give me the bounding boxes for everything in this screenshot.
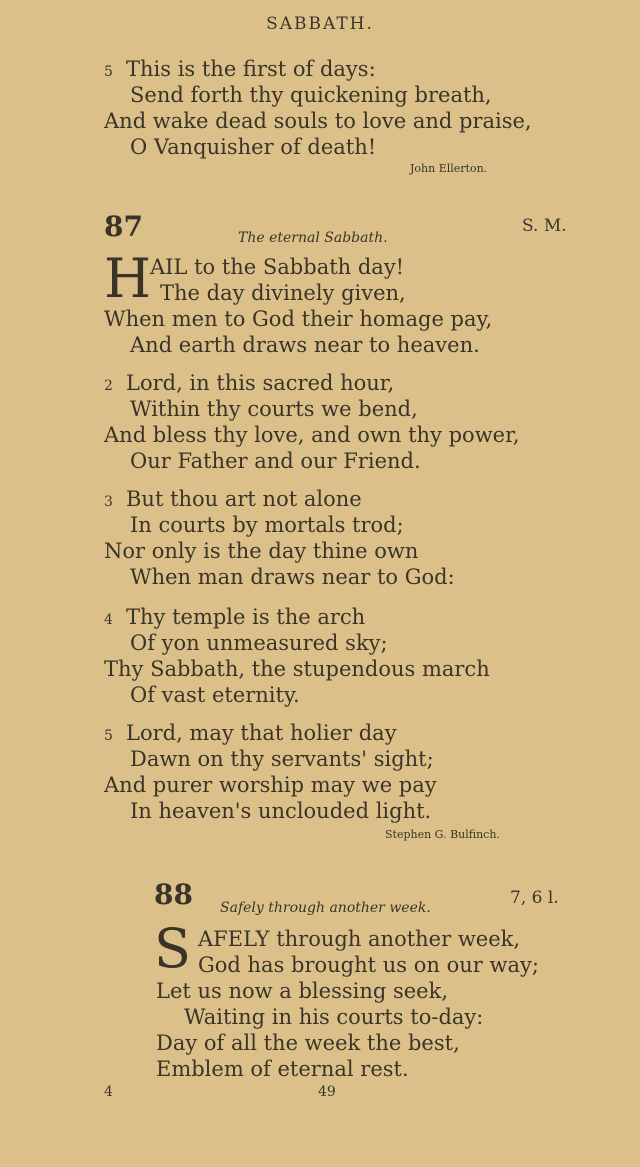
stanza-line: 5 Lord, may that holier day — [104, 720, 397, 749]
stanza-number: 2 — [104, 378, 113, 394]
stanza-line: Our Father and our Friend. — [130, 449, 421, 473]
author-attribution: Stephen G. Bulfinch. — [385, 828, 500, 841]
hymn-meter: S. M. — [522, 216, 567, 236]
stanza-line: 5 This is the first of days: — [104, 56, 376, 85]
stanza-line: Day of all the week the best, — [156, 1031, 460, 1055]
stanza-line: Dawn on thy servants' sight; — [130, 747, 434, 771]
hymn-title: Safely through another week. — [220, 900, 431, 916]
drop-cap: H — [104, 247, 152, 310]
hymn-title: The eternal Sabbath. — [238, 230, 388, 246]
stanza-line: Let us now a blessing seek, — [156, 979, 449, 1003]
signature-mark: 4 — [104, 1084, 113, 1100]
stanza-line: Send forth thy quickening breath, — [130, 83, 492, 107]
hymn-number: 88 — [154, 878, 193, 911]
stanza-number: 4 — [104, 612, 113, 628]
stanza-line: O Vanquisher of death! — [130, 135, 377, 159]
stanza-line: God has brought us on our way; — [198, 953, 539, 977]
stanza-line: Waiting in his courts to-day: — [184, 1005, 484, 1029]
stanza-line: And earth draws near to heaven. — [130, 333, 480, 357]
stanza-line: In courts by mortals trod; — [130, 513, 404, 537]
stanza-line: Emblem of eternal rest. — [156, 1057, 409, 1081]
stanza-line: Nor only is the day thine own — [104, 539, 419, 563]
stanza-line: And bless thy love, and own thy power, — [104, 423, 520, 447]
stanza-line: When men to God their homage pay, — [104, 307, 493, 331]
running-header: SABBATH. — [266, 14, 374, 34]
stanza-line: Of vast eternity. — [130, 683, 300, 707]
stanza-number: 5 — [104, 64, 113, 80]
stanza-line: The day divinely given, — [160, 281, 406, 305]
stanza-line: Of yon unmeasured sky; — [130, 631, 388, 655]
stanza-line: 3 But thou art not alone — [104, 486, 362, 515]
drop-cap: S — [154, 917, 191, 980]
stanza-number: 3 — [104, 494, 113, 510]
hymn-number: 87 — [104, 210, 143, 243]
hymn-meter: 7, 6 l. — [510, 888, 559, 908]
stanza-line: Within thy courts we bend, — [130, 397, 418, 421]
stanza-line: 2 Lord, in this sacred hour, — [104, 370, 394, 399]
stanza-line: AFELY through another week, — [198, 927, 521, 951]
page-number: 49 — [318, 1084, 336, 1100]
stanza-line: Thy Sabbath, the stupendous march — [104, 657, 490, 681]
stanza-line: And wake dead souls to love and praise, — [104, 109, 532, 133]
stanza-line: When man draws near to God: — [130, 565, 455, 589]
stanza-number: 5 — [104, 728, 113, 744]
stanza-line: In heaven's unclouded light. — [130, 799, 432, 823]
stanza-line: AIL to the Sabbath day! — [150, 255, 405, 279]
stanza-line: 4 Thy temple is the arch — [104, 604, 365, 633]
author-attribution: John Ellerton. — [410, 162, 488, 175]
stanza-line: And purer worship may we pay — [104, 773, 437, 797]
